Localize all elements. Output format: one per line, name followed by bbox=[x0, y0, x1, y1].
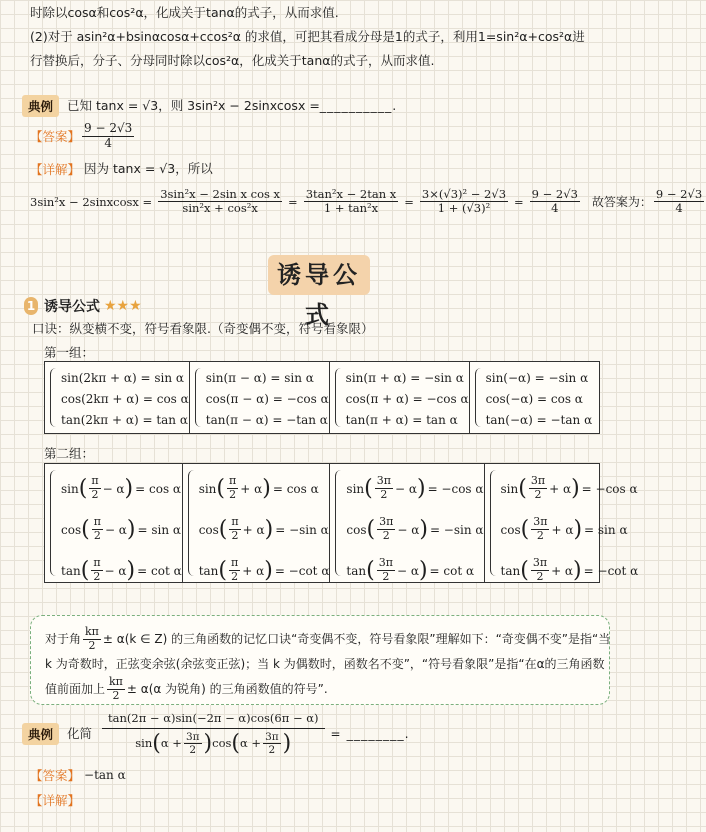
fraction-denominator: 2 bbox=[536, 570, 544, 583]
angle-fraction bbox=[531, 557, 549, 583]
left-paren: ( bbox=[520, 516, 530, 542]
note-line-3 bbox=[45, 676, 595, 702]
angle-fraction bbox=[531, 516, 549, 542]
function-name: cos bbox=[198, 522, 219, 537]
star-rating-icon: ★★★ bbox=[104, 298, 142, 314]
fraction-numerator: π bbox=[91, 474, 99, 488]
formula: sin(−α) = −sin α bbox=[485, 371, 589, 385]
fraction-denominator: 2 bbox=[382, 529, 390, 542]
detail-tag: 【详解】 bbox=[30, 162, 81, 177]
formula: tan(π − α) = −tan α bbox=[205, 413, 328, 427]
note-line-1-rest: ± α(k ∈ Z) 的三角函数的记忆口诀“奇变偶不变，符号看象限”理解如下：“奇变偶不变”是指“当 bbox=[102, 632, 611, 647]
formula-result: = cot α bbox=[429, 563, 475, 578]
angle-operator: − α bbox=[104, 563, 127, 578]
brace-icon bbox=[475, 368, 483, 427]
equals-sign: = bbox=[330, 727, 341, 742]
note-line-3-rest: ± α(α 为锐角) 的三角函数值的符号”. bbox=[126, 682, 328, 697]
example-2-detail-row bbox=[30, 790, 80, 809]
group-2-table bbox=[44, 463, 639, 583]
formula bbox=[61, 468, 182, 509]
step-4-denominator: 4 bbox=[551, 201, 559, 216]
angle-operator: + α bbox=[551, 563, 574, 578]
left-paren: ( bbox=[78, 475, 88, 501]
answer-blank: ________. bbox=[346, 726, 410, 742]
right-paren: ) bbox=[418, 557, 428, 583]
formula bbox=[501, 509, 639, 550]
group-2-cell bbox=[485, 464, 639, 582]
solution-chain bbox=[30, 188, 706, 215]
formula-result: = −cot α bbox=[274, 563, 330, 578]
function-name: tan bbox=[346, 563, 367, 578]
angle-operator: + α bbox=[240, 481, 263, 496]
function-name: sin bbox=[61, 481, 79, 496]
mnemonic-text: 口诀：纵变横不变，符号看象限.（奇变偶不变，符号看象限） bbox=[32, 321, 374, 336]
formula bbox=[61, 509, 182, 550]
group-1-label: 第一组： bbox=[44, 345, 95, 360]
formula: cos(−α) = cos α bbox=[485, 392, 583, 406]
left-paren: ( bbox=[366, 557, 375, 583]
den-sin: sin bbox=[135, 736, 153, 751]
formula-result: = cos α bbox=[272, 481, 319, 496]
right-paren: ) bbox=[126, 516, 136, 542]
left-paren: ( bbox=[81, 516, 90, 542]
left-paren: ( bbox=[366, 516, 376, 542]
final-answer bbox=[654, 188, 704, 215]
example-1-question-row bbox=[22, 95, 397, 117]
fraction-denominator: 2 bbox=[382, 570, 390, 583]
brace-icon bbox=[50, 470, 58, 576]
left-paren: ( bbox=[216, 475, 226, 501]
fraction-denominator: 2 bbox=[536, 529, 544, 542]
angle-operator: + α bbox=[551, 522, 574, 537]
solution-step-2 bbox=[304, 188, 399, 215]
formula bbox=[501, 550, 639, 591]
angle-operator: + α bbox=[242, 522, 265, 537]
formula: sin(π − α) = sin α bbox=[205, 371, 314, 385]
fraction-denominator: 2 bbox=[231, 570, 239, 583]
subsection-heading bbox=[24, 296, 142, 316]
example-1-question: 已知 tanx = √3，则 3sin²x − 2sinxcosx = bbox=[67, 98, 320, 113]
subsection-label: 诱导公式 bbox=[44, 299, 100, 315]
fraction-denominator: 2 bbox=[93, 570, 101, 583]
fraction-denominator: 2 bbox=[93, 529, 101, 542]
fraction-denominator: 2 bbox=[380, 488, 388, 501]
note-fraction bbox=[83, 626, 101, 652]
angle-fraction bbox=[92, 516, 103, 542]
right-paren: ) bbox=[264, 557, 273, 583]
formula-result: = cot α bbox=[137, 563, 182, 578]
function-name: cos bbox=[61, 522, 82, 537]
solution-step-1 bbox=[158, 188, 282, 215]
group-2-label: 第二组： bbox=[44, 446, 95, 461]
function-name: cos bbox=[346, 522, 367, 537]
angle-fraction bbox=[229, 516, 240, 542]
formula: tan(−α) = −tan α bbox=[485, 413, 593, 427]
angle-fraction bbox=[377, 516, 395, 542]
fraction-numerator: 3π bbox=[532, 556, 548, 570]
fraction-numerator: 3π bbox=[533, 515, 548, 529]
expression-denominator bbox=[133, 729, 293, 756]
note-fraction-den: 2 bbox=[88, 638, 96, 652]
group-1-cell bbox=[330, 362, 470, 433]
group-1-cell bbox=[470, 362, 599, 433]
den-sin-pre: α + bbox=[160, 736, 182, 751]
group-1-cell bbox=[190, 362, 330, 433]
formula-result: = −sin α bbox=[275, 522, 329, 537]
den-sin-frac bbox=[184, 731, 202, 756]
right-paren: ) bbox=[282, 730, 292, 756]
formula: sin(2kπ + α) = sin α bbox=[61, 371, 184, 385]
formula: tan(π + α) = tan α bbox=[345, 413, 458, 427]
note-fraction-2 bbox=[107, 676, 125, 702]
step-1-denominator: sin²x + cos²x bbox=[182, 201, 258, 216]
right-paren: ) bbox=[416, 475, 426, 501]
fraction-numerator: π bbox=[93, 515, 101, 529]
example-badge: 典例 bbox=[22, 95, 59, 117]
mnemonic-note-box bbox=[30, 615, 610, 705]
right-paren: ) bbox=[124, 475, 134, 501]
angle-operator: + α bbox=[242, 563, 265, 578]
function-name: tan bbox=[500, 563, 521, 578]
note-pre: 对于角 bbox=[45, 632, 82, 647]
intro-line-2: (2)对于 asin²α+bsinαcosα+ccos²α 的求值，可把其看成分母是1的式子，利用1=sin²α+cos²α进 bbox=[30, 29, 585, 44]
solution-step-3 bbox=[420, 188, 508, 215]
section-title: 诱导公式 bbox=[268, 255, 370, 295]
note-fraction-2-den: 2 bbox=[112, 688, 120, 702]
final-denominator: 4 bbox=[675, 201, 683, 216]
group-1-table bbox=[44, 361, 600, 434]
formula bbox=[199, 550, 330, 591]
formula: cos(π − α) = −cos α bbox=[205, 392, 329, 406]
den-sin-frac-den: 2 bbox=[189, 744, 197, 757]
angle-fraction bbox=[229, 557, 240, 583]
group-2-cell bbox=[45, 464, 183, 582]
left-paren: ( bbox=[364, 475, 373, 501]
intro-line-1: 时除以cosα和cos²α，化成关于tanα的式子，从而求值. bbox=[30, 5, 339, 20]
detail-text: 因为 tanx = √3，所以 bbox=[84, 161, 213, 176]
right-paren: ) bbox=[573, 516, 583, 542]
angle-fraction bbox=[375, 475, 393, 501]
final-numerator: 9 − 2√3 bbox=[655, 187, 703, 201]
formula: sin(π + α) = −sin α bbox=[345, 371, 464, 385]
angle-operator: − α bbox=[102, 481, 125, 496]
formula bbox=[199, 509, 330, 550]
example-2-expression bbox=[102, 712, 324, 756]
solution-step-0: 3sin²x − 2sinxcosx = bbox=[30, 194, 153, 209]
formula bbox=[346, 550, 483, 591]
formula bbox=[501, 468, 639, 509]
example-2-label: 化简 bbox=[67, 726, 93, 742]
step-2-denominator: 1 + tan²x bbox=[323, 201, 379, 216]
answer-tag: 【答案】 bbox=[30, 768, 81, 783]
conclusion-text: 故答案为： bbox=[591, 194, 652, 209]
example-2-answer-row bbox=[30, 766, 126, 784]
example-2-row bbox=[22, 712, 410, 756]
fraction-denominator: 2 bbox=[231, 529, 239, 542]
right-paren: ) bbox=[126, 557, 136, 583]
equals-sign: = bbox=[404, 194, 414, 209]
left-paren: ( bbox=[218, 557, 227, 583]
equals-sign: = bbox=[288, 194, 298, 209]
fraction-denominator: 2 bbox=[534, 488, 542, 501]
den-sin-frac-num: 3π bbox=[185, 731, 200, 744]
formula-result: = sin α bbox=[137, 522, 182, 537]
formula bbox=[61, 550, 182, 591]
angle-operator: − α bbox=[394, 481, 417, 496]
answer-numerator: 9 − 2√3 bbox=[84, 121, 133, 135]
brace-icon bbox=[50, 368, 58, 427]
fraction-denominator: 2 bbox=[229, 488, 237, 501]
function-name: sin bbox=[346, 481, 365, 496]
formula-result: = sin α bbox=[584, 522, 628, 537]
group-2-cell bbox=[183, 464, 331, 582]
left-paren: ( bbox=[518, 475, 527, 501]
function-name: sin bbox=[500, 481, 519, 496]
function-name: tan bbox=[61, 563, 81, 578]
group-1-cell bbox=[45, 362, 190, 433]
angle-fraction bbox=[377, 557, 395, 583]
expression-numerator: tan(2π − α)sin(−2π − α)cos(6π − α) bbox=[102, 712, 324, 729]
angle-operator: − α bbox=[104, 522, 127, 537]
formula-result: = −cos α bbox=[581, 481, 638, 496]
fraction-numerator: 3π bbox=[378, 556, 393, 570]
fraction-numerator: π bbox=[93, 556, 101, 570]
note-line-1 bbox=[45, 625, 611, 652]
left-paren: ( bbox=[218, 516, 228, 542]
example-2-answer: −tan α bbox=[84, 768, 126, 782]
fraction-numerator: π bbox=[229, 474, 237, 488]
equals-sign: = bbox=[514, 194, 524, 209]
right-paren: ) bbox=[264, 516, 274, 542]
step-3-numerator: 3×(√3)² − 2√3 bbox=[421, 187, 507, 201]
function-name: cos bbox=[500, 522, 521, 537]
formula: cos(2kπ + α) = cos α bbox=[61, 392, 189, 406]
angle-fraction bbox=[91, 557, 102, 583]
subsection-number: 1 bbox=[24, 297, 38, 315]
left-paren: ( bbox=[152, 730, 161, 756]
example-badge: 典例 bbox=[22, 723, 59, 745]
answer-blank: __________. bbox=[319, 98, 398, 113]
brace-icon bbox=[195, 368, 203, 427]
angle-operator: + α bbox=[549, 481, 572, 496]
den-cos-pre: α + bbox=[240, 736, 262, 751]
example-1-answer-row bbox=[30, 122, 136, 151]
function-name: tan bbox=[198, 563, 219, 578]
formula-result: = −cos α bbox=[427, 481, 484, 496]
fraction-numerator: 3π bbox=[530, 474, 546, 488]
note-line-3-pre: 值前面加上 bbox=[45, 682, 106, 697]
note-fraction-2-num: kπ bbox=[109, 675, 123, 689]
step-1-numerator: 3sin²x − 2sin x cos x bbox=[160, 187, 281, 201]
formula bbox=[346, 468, 483, 509]
note-fraction-num: kπ bbox=[85, 625, 99, 638]
brace-icon bbox=[335, 368, 343, 427]
right-paren: ) bbox=[419, 516, 428, 542]
formula-result: = −cot α bbox=[583, 563, 639, 578]
group-2-cell bbox=[330, 464, 484, 582]
fraction-denominator: 2 bbox=[91, 488, 99, 501]
left-paren: ( bbox=[80, 557, 90, 583]
intro-line-3: 行替换后，分子、分母同时除以cos²α，化成关于tanα的式子，从而求值. bbox=[30, 53, 435, 68]
note-line-2: k 为奇数时，正弦变余弦(余弦变正弦)；当 k 为偶数时，函数名不变”，“符号看象限”是指“在α的三角函数 bbox=[45, 657, 605, 672]
formula: tan(2kπ + α) = tan α bbox=[61, 413, 188, 427]
den-cos-frac-num: 3π bbox=[265, 731, 279, 744]
formula: cos(π + α) = −cos α bbox=[345, 392, 469, 406]
angle-fraction bbox=[227, 475, 238, 501]
detail-tag: 【详解】 bbox=[30, 793, 81, 808]
right-paren: ) bbox=[573, 557, 582, 583]
den-cos-frac bbox=[263, 731, 281, 756]
right-paren: ) bbox=[203, 730, 213, 756]
answer-tag: 【答案】 bbox=[30, 129, 81, 145]
left-paren: ( bbox=[231, 730, 240, 756]
function-name: sin bbox=[198, 481, 217, 496]
step-2-numerator: 3tan²x − 2tan x bbox=[305, 187, 397, 201]
right-paren: ) bbox=[262, 475, 271, 501]
angle-fraction bbox=[529, 475, 547, 501]
right-paren: ) bbox=[571, 475, 580, 501]
fraction-numerator: π bbox=[231, 515, 239, 529]
solution-step-4 bbox=[530, 188, 580, 215]
formula-result: = −sin α bbox=[429, 522, 484, 537]
brace-icon bbox=[188, 470, 196, 576]
angle-operator: − α bbox=[396, 563, 419, 578]
formula bbox=[199, 468, 330, 509]
angle-fraction bbox=[89, 475, 100, 501]
fraction-numerator: 3π bbox=[379, 515, 394, 529]
step-4-numerator: 9 − 2√3 bbox=[531, 187, 578, 201]
step-3-denominator: 1 + (√3)² bbox=[437, 201, 491, 216]
answer-denominator: 4 bbox=[104, 135, 112, 150]
fraction-numerator: 3π bbox=[376, 474, 391, 488]
formula bbox=[346, 509, 483, 550]
brace-icon bbox=[335, 470, 343, 576]
den-cos-frac-den: 2 bbox=[268, 744, 276, 757]
brace-icon bbox=[490, 470, 498, 576]
left-paren: ( bbox=[520, 557, 529, 583]
angle-operator: − α bbox=[397, 522, 420, 537]
den-cos: cos bbox=[212, 736, 232, 751]
formula-result: = cos α bbox=[135, 481, 182, 496]
example-1-detail-row bbox=[30, 160, 213, 178]
fraction-numerator: π bbox=[231, 556, 239, 570]
answer-fraction bbox=[82, 122, 134, 151]
